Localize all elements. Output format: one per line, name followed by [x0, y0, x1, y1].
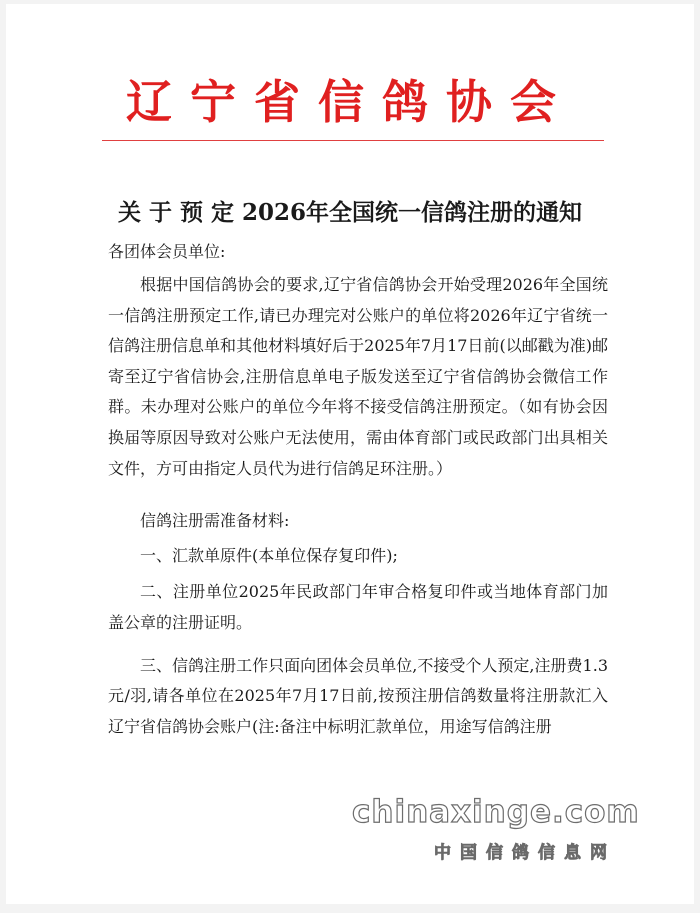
material-item: 一、汇款单原件(本单位保存复印件); [140, 545, 398, 565]
salutation: 各团体会员单位: [108, 242, 226, 261]
organization-header: 辽宁省信鸽协会 [126, 75, 574, 129]
watermark-logo: chinaxinge.com [352, 794, 640, 830]
material-item: 三、信鸽注册工作只面向团体会员单位,不接受个人预定,注册费1.3元/羽,请各单位在2025年7月17日前,按预注册信鸽数量将注册款汇入辽宁省信鸽协会账户(注:备注中标明汇款单位，用途写信鸽注册 [108, 655, 608, 736]
body-paragraph: 根据中国信鸽协会的要求,辽宁省信鸽协会开始受理2026年全国统一信鸽注册预定工作,请已办理完对公账户的单位将2026年辽宁省统一信鸽注册信息单和其他材料填好后于2025年7月17日前(以邮戳为准)邮寄至辽宁省信协会,注册信息单电子版发送至辽宁省信鸽协会微信工作群。未办理对公账户的单位今年将不接受信鸽注册预定。（如有协会因换届等原因导致对公账户无法使用，需由体育部门或民政部门出具相关文件，方可由指定人员代为进行信鸽足环注册。） [108, 275, 608, 478]
header-divider [102, 140, 604, 141]
document-body [108, 270, 608, 742]
document-page [6, 4, 694, 904]
materials-heading: 信鸽注册需准备材料: [140, 511, 290, 531]
document-title: 关 于 预 定 2026年全国统一信鸽注册的通知 [117, 199, 583, 226]
watermark-site-name: 中国信鸽信息网 [434, 843, 616, 863]
material-item: 二、注册单位2025年民政部门年审合格复印件或当地体育部门加盖公章的注册证明。 [108, 582, 608, 632]
